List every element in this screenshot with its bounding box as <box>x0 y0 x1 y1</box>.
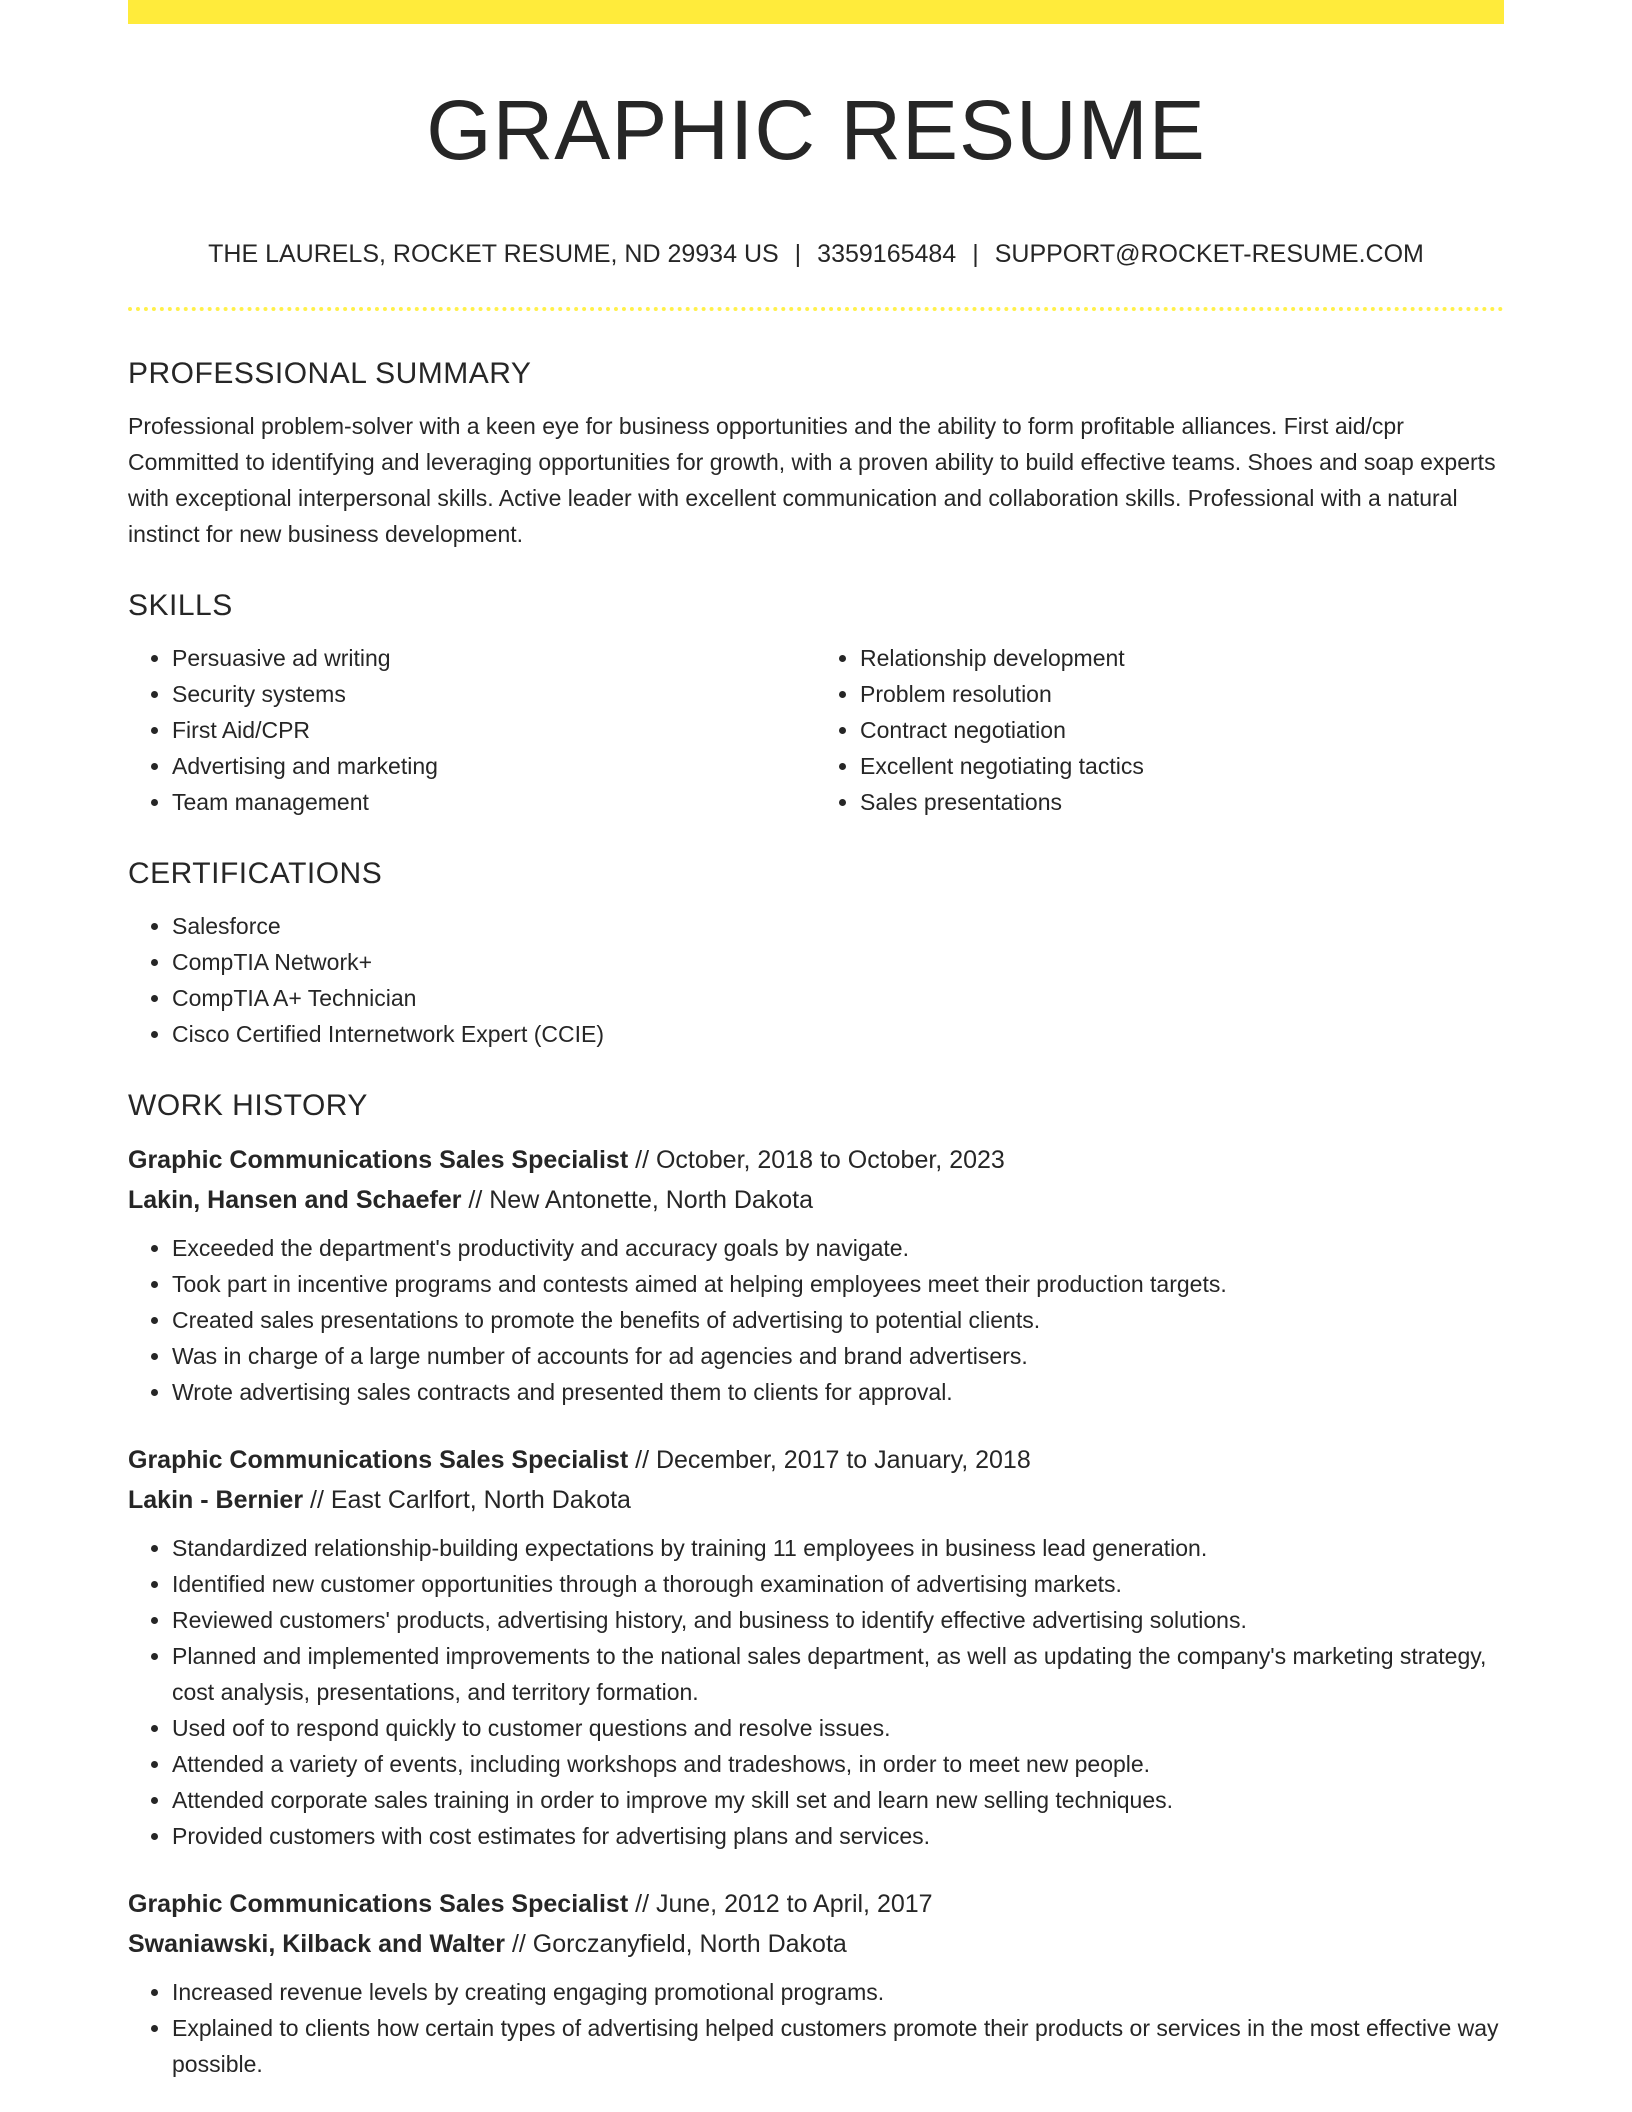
job-bullet: • Created sales presentations to promote the benefits of advertising to potential clients. <box>172 1302 1504 1338</box>
job-company-line <box>128 1480 1504 1520</box>
summary-section <box>128 350 1504 552</box>
contact-separator: | <box>794 240 802 268</box>
job-location: // Gorczanyfield, North Dakota <box>511 1930 847 1958</box>
certification-item: • Cisco Certified Internetwork Expert (CCIE) <box>172 1016 1504 1052</box>
work-history-heading: WORK HISTORY <box>128 1089 368 1122</box>
skill-item: • Team management <box>172 784 816 820</box>
skills-columns <box>128 640 1504 820</box>
resume-content <box>128 350 1504 2082</box>
job-title: Graphic Communications Sales Specialist <box>128 1890 629 1918</box>
work-history-section <box>128 1082 1504 2082</box>
job-bullet: • Explained to clients how certain types of advertising helped customers promote their products or services in the most effective way possible. <box>172 2010 1504 2082</box>
resume-title: GRAPHIC RESUME <box>426 83 1206 177</box>
skill-item: • Security systems <box>172 676 816 712</box>
job-entry <box>128 1884 1504 2082</box>
job-bullet: • Attended corporate sales training in order to improve my skill set and learn new selling techniques. <box>172 1782 1504 1818</box>
job-entry <box>128 1140 1504 1410</box>
job-title-line <box>128 1884 1504 1924</box>
contact-phone: 3359165484 <box>817 240 957 268</box>
job-bullet: • Used oof to respond quickly to customer questions and resolve issues. <box>172 1710 1504 1746</box>
job-bullet: • Identified new customer opportunities through a thorough examination of advertising markets. <box>172 1566 1504 1602</box>
skills-list-right <box>816 640 1504 820</box>
job-location: // East Carlfort, North Dakota <box>310 1486 631 1514</box>
skill-item: • Advertising and marketing <box>172 748 816 784</box>
accent-top-bar <box>128 0 1504 24</box>
contact-separator: | <box>972 240 979 268</box>
skill-item: • Sales presentations <box>860 784 1504 820</box>
job-title: Graphic Communications Sales Specialist <box>128 1446 629 1474</box>
skill-item: • Problem resolution <box>860 676 1504 712</box>
job-bullet: • Wrote advertising sales contracts and presented them to clients for approval. <box>172 1374 1504 1410</box>
job-company-line <box>128 1180 1504 1220</box>
job-title: Graphic Communications Sales Specialist <box>128 1146 629 1174</box>
job-title-line <box>128 1440 1504 1480</box>
certification-item: • CompTIA Network+ <box>172 944 1504 980</box>
certifications-section <box>128 850 1504 1052</box>
skill-item: • Excellent negotiating tactics <box>860 748 1504 784</box>
certifications-heading: CERTIFICATIONS <box>128 857 383 890</box>
skill-item: • Contract negotiation <box>860 712 1504 748</box>
contact-email: SUPPORT@ROCKET-RESUME.COM <box>994 240 1424 268</box>
skill-item: • First Aid/CPR <box>172 712 816 748</box>
skills-list-left <box>128 640 816 820</box>
job-bullets <box>128 1974 1504 2082</box>
certification-item: • CompTIA A+ Technician <box>172 980 1504 1016</box>
contact-address: THE LAURELS, ROCKET RESUME, ND 29934 US <box>208 240 779 268</box>
job-company: Swaniawski, Kilback and Walter <box>128 1930 505 1958</box>
job-bullets <box>128 1230 1504 1410</box>
skills-heading: SKILLS <box>128 589 233 622</box>
job-dates: // October, 2018 to October, 2023 <box>635 1146 1005 1174</box>
job-bullet: • Attended a variety of events, including workshops and tradeshows, in order to meet new people. <box>172 1746 1504 1782</box>
contact-line <box>128 236 1504 272</box>
skills-section <box>128 582 1504 820</box>
job-bullet: • Standardized relationship-building expectations by training 11 employees in business lead generation. <box>172 1530 1504 1566</box>
job-entry <box>128 1440 1504 1854</box>
skill-item: • Persuasive ad writing <box>172 640 816 676</box>
job-bullet: • Reviewed customers' products, advertising history, and business to identify effective advertising solutions. <box>172 1602 1504 1638</box>
certifications-list <box>128 908 1504 1052</box>
job-bullet: • Was in charge of a large number of accounts for ad agencies and brand advertisers. <box>172 1338 1504 1374</box>
job-bullet: • Planned and implemented improvements to the national sales department, as well as updating the company's marketing strategy, cost analysis, presentations, and territory formation. <box>172 1638 1504 1710</box>
summary-text: Professional problem-solver with a keen eye for business opportunities and the ability to form profitable alliances. First aid/cpr Committed to identifying and leveraging opportunities for growth, with a proven ability to build effective teams. Shoes and soap experts with exceptional interpersonal skills. Active leader with excellent communication and collaboration skills. Professional with a natural instinct for new business development. <box>128 413 1496 547</box>
job-title-line <box>128 1140 1504 1180</box>
job-bullet: • Increased revenue levels by creating engaging promotional programs. <box>172 1974 1504 2010</box>
skill-item: • Relationship development <box>860 640 1504 676</box>
dotted-divider <box>128 307 1504 311</box>
job-dates: // June, 2012 to April, 2017 <box>635 1890 933 1918</box>
certification-item: • Salesforce <box>172 908 1504 944</box>
job-dates: // December, 2017 to January, 2018 <box>635 1446 1031 1474</box>
job-company-line <box>128 1924 1504 1964</box>
job-bullet: • Took part in incentive programs and contests aimed at helping employees meet their production targets. <box>172 1266 1504 1302</box>
job-bullet: • Provided customers with cost estimates for advertising plans and services. <box>172 1818 1504 1854</box>
summary-heading: PROFESSIONAL SUMMARY <box>128 357 532 390</box>
job-company: Lakin - Bernier <box>128 1486 304 1514</box>
job-bullet: • Exceeded the department's productivity and accuracy goals by navigate. <box>172 1230 1504 1266</box>
job-location: // New Antonette, North Dakota <box>468 1186 814 1214</box>
job-company: Lakin, Hansen and Schaefer <box>128 1186 462 1214</box>
job-bullets <box>128 1530 1504 1854</box>
